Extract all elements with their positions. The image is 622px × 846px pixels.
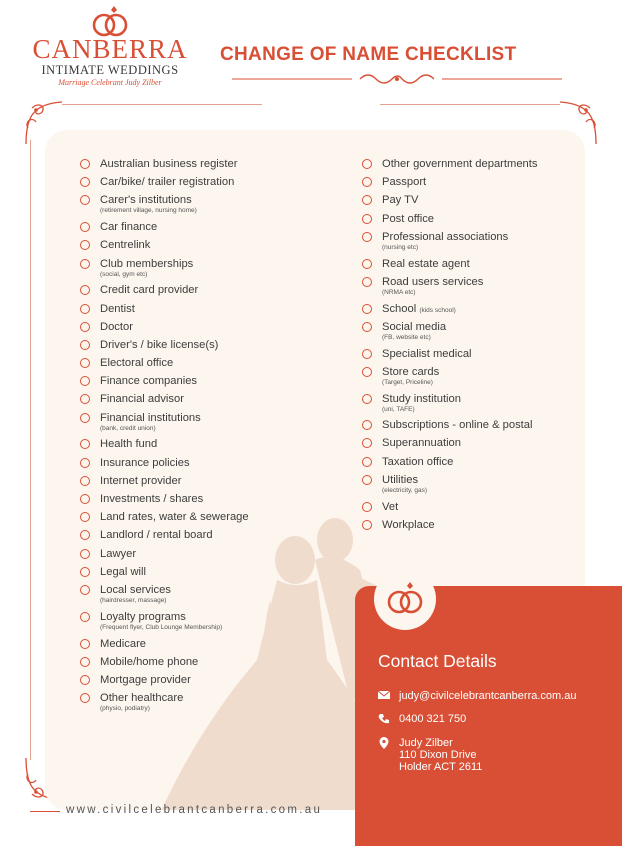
checklist-right-column xyxy=(360,158,537,537)
checkbox-circle-icon[interactable] xyxy=(362,304,372,314)
checklist-item-label: Other healthcare xyxy=(100,692,184,705)
checklist-item-label: Landlord / rental board xyxy=(100,529,213,542)
checklist-item[interactable] xyxy=(78,692,249,719)
checkbox-circle-icon[interactable] xyxy=(80,222,90,232)
checkbox-circle-icon[interactable] xyxy=(80,413,90,423)
checklist-item-label: Doctor xyxy=(100,320,133,333)
checkbox-circle-icon[interactable] xyxy=(362,420,372,430)
checkbox-circle-icon[interactable] xyxy=(362,475,372,485)
checklist-item-label: Mortgage provider xyxy=(100,673,191,686)
logo-subtitle: INTIMATE WEDDINGS xyxy=(41,63,179,77)
checklist-item-note: (retirement village, nursing home) xyxy=(100,207,197,215)
wedding-rings-icon xyxy=(374,568,436,630)
checkbox-circle-icon[interactable] xyxy=(80,340,90,350)
checklist-item[interactable] xyxy=(78,656,249,674)
checklist-item-note: (NRMA etc) xyxy=(382,288,416,296)
checklist-item-label: Post office xyxy=(382,212,435,225)
checklist-item[interactable] xyxy=(360,213,537,231)
checkbox-circle-icon[interactable] xyxy=(362,177,372,187)
checklist-item-label: Internet provider xyxy=(100,474,182,487)
checklist-item[interactable] xyxy=(360,303,537,321)
envelope-icon xyxy=(378,690,390,700)
checklist-item-label: Store cards xyxy=(382,365,440,378)
contact-email[interactable]: judy@civilcelebrantcanberra.com.au xyxy=(399,690,577,702)
checklist-item[interactable] xyxy=(360,474,537,501)
checklist-item-label: Carer's institutions xyxy=(100,194,192,207)
checklist-item-note: (uni, TAFE) xyxy=(382,405,415,413)
checklist-item-label: Loyalty programs xyxy=(100,610,186,623)
page-title: CHANGE OF NAME CHECKLIST xyxy=(220,44,517,65)
checkbox-circle-icon[interactable] xyxy=(80,439,90,449)
checkbox-circle-icon[interactable] xyxy=(80,304,90,314)
checklist-item[interactable] xyxy=(78,176,249,194)
checklist-item-label: Car/bike/ trailer registration xyxy=(100,176,235,189)
checkbox-circle-icon[interactable] xyxy=(80,494,90,504)
checkbox-circle-icon[interactable] xyxy=(80,285,90,295)
checkbox-circle-icon[interactable] xyxy=(362,520,372,530)
checkbox-circle-icon[interactable] xyxy=(362,214,372,224)
checklist-item-note: (Frequent flyer, Club Lounge Membership) xyxy=(100,623,223,631)
checkbox-circle-icon[interactable] xyxy=(362,232,372,242)
checklist-item[interactable] xyxy=(78,529,249,547)
checklist-item[interactable] xyxy=(78,638,249,656)
contact-title: Contact Details xyxy=(378,651,497,671)
checklist-item-label: Workplace xyxy=(382,518,435,531)
contact-logo-badge xyxy=(374,568,436,630)
checklist-item[interactable] xyxy=(78,566,249,584)
checklist-item[interactable] xyxy=(78,511,249,529)
checklist-item-label: School xyxy=(382,302,417,315)
checkbox-circle-icon[interactable] xyxy=(80,675,90,685)
checklist-item-label: Mobile/home phone xyxy=(100,655,199,668)
checklist-item-label: Utilities xyxy=(382,473,419,486)
checklist-item-note: (physio, podiatry) xyxy=(100,705,150,713)
checklist-item[interactable] xyxy=(360,158,537,176)
website-line-left xyxy=(30,811,60,812)
checkbox-circle-icon[interactable] xyxy=(80,259,90,269)
checkbox-circle-icon[interactable] xyxy=(80,693,90,703)
checklist-item[interactable] xyxy=(360,348,537,366)
checklist-item-label: Local services xyxy=(100,583,171,596)
logo-celebrant: Marriage Celebrant Judy Zilber xyxy=(58,78,162,87)
checklist-item[interactable] xyxy=(78,357,249,375)
checklist-item-label: Australian business register xyxy=(100,158,238,170)
checklist-item[interactable] xyxy=(360,393,537,420)
contact-name: Judy Zilber xyxy=(399,737,453,749)
checklist-item-label: Electoral office xyxy=(100,357,174,370)
checklist-item[interactable] xyxy=(360,501,537,519)
checklist-item[interactable] xyxy=(360,231,537,258)
checkbox-circle-icon[interactable] xyxy=(80,476,90,486)
checkbox-circle-icon[interactable] xyxy=(362,277,372,287)
checklist-item[interactable] xyxy=(78,258,249,285)
checklist-item-label: Car finance xyxy=(100,221,158,234)
contact-phone[interactable]: 0400 321 750 xyxy=(399,713,467,725)
checkbox-circle-icon[interactable] xyxy=(80,458,90,468)
checklist-item[interactable] xyxy=(360,366,537,393)
checkbox-circle-icon[interactable] xyxy=(80,585,90,595)
checklist-item[interactable] xyxy=(360,321,537,348)
checkbox-circle-icon[interactable] xyxy=(362,394,372,404)
checklist-item[interactable] xyxy=(78,611,249,638)
checkbox-circle-icon[interactable] xyxy=(80,657,90,667)
location-pin-icon xyxy=(378,737,390,749)
checkbox-circle-icon[interactable] xyxy=(80,639,90,649)
checklist-item-label: Financial institutions xyxy=(100,411,201,424)
checklist-left-column xyxy=(78,158,249,719)
checklist-item-label: Passport xyxy=(382,176,427,189)
checklist-item-note: (FB, website etc) xyxy=(382,333,431,341)
checkbox-circle-icon[interactable] xyxy=(362,367,372,377)
checklist-item[interactable] xyxy=(360,437,537,455)
checklist-item-label: Centrelink xyxy=(100,239,151,252)
checklist-item-label: Financial advisor xyxy=(100,393,184,406)
checklist-item[interactable] xyxy=(78,158,249,176)
checklist-item-label: Credit card provider xyxy=(100,284,199,297)
checkbox-circle-icon[interactable] xyxy=(362,349,372,359)
frame-top-right-line xyxy=(380,104,560,105)
checklist-item-label: Superannuation xyxy=(382,437,462,450)
website-url[interactable]: www.civilcelebrantcanberra.com.au xyxy=(66,804,323,816)
checklist-item-label: Specialist medical xyxy=(382,347,472,360)
checklist-item-label: Legal will xyxy=(100,565,147,578)
checklist-item[interactable] xyxy=(78,321,249,339)
checklist-item[interactable] xyxy=(78,194,249,221)
checkbox-circle-icon[interactable] xyxy=(80,195,90,205)
wedding-rings-icon xyxy=(87,4,133,38)
checklist-item-note: (Target, Priceline) xyxy=(382,378,433,386)
checklist-item-note: (social, gym etc) xyxy=(100,270,148,278)
checklist-item[interactable] xyxy=(78,284,249,302)
logo xyxy=(20,4,200,88)
checkbox-circle-icon[interactable] xyxy=(80,394,90,404)
checkbox-circle-icon[interactable] xyxy=(80,567,90,577)
checklist-item-label: Other government departments xyxy=(382,158,538,170)
checklist-item-label: Pay TV xyxy=(382,194,419,207)
checkbox-circle-icon[interactable] xyxy=(80,177,90,187)
checklist-item-note: (electricity, gas) xyxy=(382,486,428,494)
checklist-item[interactable] xyxy=(78,548,249,566)
checklist-item-label: Social media xyxy=(382,320,447,333)
checklist-item-label: Finance companies xyxy=(100,375,198,388)
checklist-item[interactable] xyxy=(78,493,249,511)
checklist-item-label: Subscriptions - online & postal xyxy=(382,419,533,432)
checkbox-circle-icon[interactable] xyxy=(80,159,90,169)
checklist-item[interactable] xyxy=(78,438,249,456)
checklist-item[interactable] xyxy=(78,412,249,439)
checklist-item[interactable] xyxy=(360,519,537,537)
checklist-item-label: Driver's / bike license(s) xyxy=(100,338,219,351)
checkbox-circle-icon[interactable] xyxy=(362,259,372,269)
checklist-item[interactable] xyxy=(360,276,537,303)
checklist-item-label: Real estate agent xyxy=(382,257,470,270)
checklist-item-label: Taxation office xyxy=(382,455,454,468)
phone-icon xyxy=(378,713,390,725)
checklist-item-label: Investments / shares xyxy=(100,493,204,506)
checkbox-circle-icon[interactable] xyxy=(80,512,90,522)
checklist-item-label: Club memberships xyxy=(100,257,194,270)
checklist-item[interactable] xyxy=(360,176,537,194)
checklist-item-label: Study institution xyxy=(382,392,461,405)
checklist-item-note: (kids school) xyxy=(419,306,456,314)
checklist-item-label: Medicare xyxy=(100,637,147,650)
checklist-item-label: Health fund xyxy=(100,438,158,451)
checkbox-circle-icon[interactable] xyxy=(362,457,372,467)
checkbox-circle-icon[interactable] xyxy=(80,530,90,540)
checkbox-circle-icon[interactable] xyxy=(80,322,90,332)
checklist-item-note: (nursing etc) xyxy=(382,243,419,251)
checklist-item-label: Professional associations xyxy=(382,230,509,243)
checkbox-circle-icon[interactable] xyxy=(362,195,372,205)
checklist-item-label: Insurance policies xyxy=(100,456,190,469)
checklist-item[interactable] xyxy=(78,239,249,257)
checkbox-circle-icon[interactable] xyxy=(80,612,90,622)
checklist-item[interactable] xyxy=(78,674,249,692)
checklist-item[interactable] xyxy=(78,339,249,357)
checklist-item-label: Vet xyxy=(382,500,399,513)
checklist-item[interactable] xyxy=(360,419,537,437)
contact-street: 110 Dixon Drive xyxy=(399,749,477,761)
checklist-item[interactable] xyxy=(78,393,249,411)
checklist-item-label: Land rates, water & sewerage xyxy=(100,511,249,524)
checklist-item[interactable] xyxy=(78,221,249,239)
checklist-item[interactable] xyxy=(78,457,249,475)
checklist-item-label: Dentist xyxy=(100,302,135,315)
title-ornament-icon xyxy=(232,72,562,86)
checklist-item-note: (bank, credit union) xyxy=(100,424,156,432)
checklist-item[interactable] xyxy=(360,194,537,212)
checkbox-circle-icon[interactable] xyxy=(80,549,90,559)
contact-suburb: Holder ACT 2611 xyxy=(399,761,483,773)
checkbox-circle-icon[interactable] xyxy=(362,159,372,169)
checklist-item[interactable] xyxy=(78,303,249,321)
checkbox-circle-icon[interactable] xyxy=(362,502,372,512)
checklist-item-label: Lawyer xyxy=(100,547,137,560)
checkbox-circle-icon[interactable] xyxy=(362,438,372,448)
checklist-item[interactable] xyxy=(78,375,249,393)
checkbox-circle-icon[interactable] xyxy=(80,376,90,386)
frame-left-line xyxy=(30,140,31,760)
checklist-item-label: Road users services xyxy=(382,275,484,288)
checkbox-circle-icon[interactable] xyxy=(362,322,372,332)
checkbox-circle-icon[interactable] xyxy=(80,240,90,250)
checklist-item[interactable] xyxy=(78,584,249,611)
logo-brand: CANBERRA xyxy=(32,34,188,64)
checklist-item[interactable] xyxy=(360,258,537,276)
checklist-item-note: (hairdresser, massage) xyxy=(100,596,167,604)
checklist-item[interactable] xyxy=(78,475,249,493)
frame-top-left-line xyxy=(62,104,262,105)
checkbox-circle-icon[interactable] xyxy=(80,358,90,368)
checklist-item[interactable] xyxy=(360,456,537,474)
